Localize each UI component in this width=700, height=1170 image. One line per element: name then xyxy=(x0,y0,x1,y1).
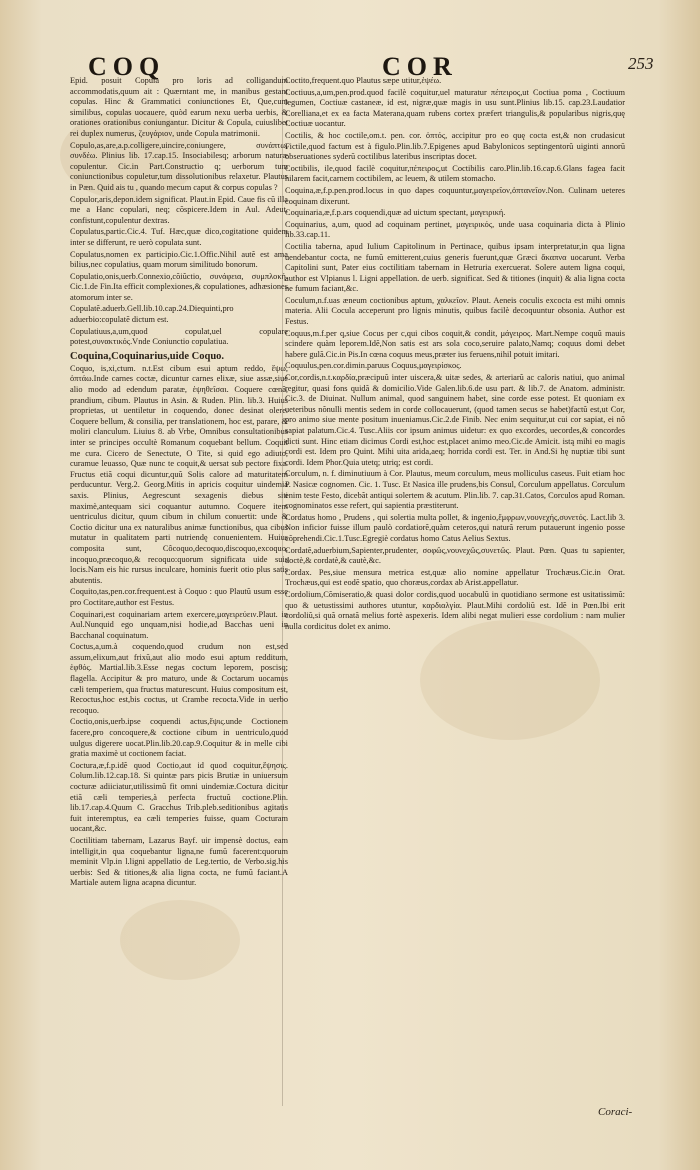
dictionary-entry: Coctiuus,a,um,pen.prod.quod facilè coquitur,uel maturatur πέπειρος,ut Coctiua poma , Coctiuum legumen, Coctiuæ castaneæ, id est, nigræ,quæ magis in usu sunt.Plinius lib.15. cap.23.Laudatior Corelliana,et ex ea facta Materana,quam rubens cortex præfert triangulis,& popularibus nigris,quę Coctiuæ uocantur. xyxy=(285,87,625,129)
dictionary-entry: Copulatus,nomen ex participio.Cic.1.Offic.Nihil autẽ est ama bilius,nec copulatius, quam morum similitudo bonorum. xyxy=(70,249,288,270)
page-number: 253 xyxy=(628,54,654,73)
dictionary-entry: Coculum,n.f.uas æneum coctionibus aptum, χαλκεῖον. Plaut. Aeneis coculis excocta est mihi omnis materia. Alii Cocula acceperunt pro lignis minutis, quibus facilè decoquuntur obsonia. Author est Festus. xyxy=(285,295,625,327)
dictionary-entry: Cordatus homo , Prudens , qui solertia multa pollet, & ingenio,ἔμφρων,νουνεχής,συνετός. Lact.lib 3. Non inficior fuisse illum paulò cordatiorẽ,quàm ceteros,qui naturã rerum putauerunt ingenio posse cõprehendi.Cic.1.Tusc.Egregiè cordatus homo Catus Aelius Sextus. xyxy=(285,512,625,543)
dictionary-entry: Coquo, is,xi,ctum. n.t.Est cibum esui aptum reddo, ἕψω, ὀπτάω.Inde carnes coctæ, dicuntur carnes elixæ, siue assæ,siue alio modo ad edendum paratæ, ἑψηθεῖσαι. Coquere cœnã, prandium, cibum. Plautus in Asin. & Ruden. Plin. lib.3. Huius proprietas, ut uentiletur in coquendo, donec desinat olere. Coquere bellum, & consilia, per translationem, hoc est, parare, & moliri clanculum. Liuius 8. ab Vrbe, Omnibus consultationibus inter se principes occultè Romanum coquebant bellum. Coquit me cura. Cicero de Senectute, O Tite, si quid ego adiuto, curamue leuasso, Quæ nunc te coquit,& uersat sub pectore fixa. Fructus etiã coqui dicuntur,quũ Solis calore ad maturitatem perducuntur. Verg.2. Georg.Mitis in apricis coquitur uindemia saxis. Plinius, Aegrescunt sexagenis diebus siti maximè,antequam sici coquantur autumno. Coquere item uentriculus dicitur, quum cibum in chilum conuertit: unde & Coctio dicitur una ex naturalibus animæ functionibus, qua cibus mutatur in qualitatem parti nutriendę conuenientem. Huius composita sunt, Côcoquo,decoquo,discoquo,excoquo, incoquo,præcoquo,& recoquo:quorum significata uide suis locis.Nam eis hic rursus inculcare, hominis fuerit otio plus satis abutentis. xyxy=(70,363,288,585)
dictionary-entry: Coquinari,est coquinariam artem exercere,μαγειρεύειν.Plaut. in Aul.Nunquid ego unquam,nisi hodie,ad Bacchas ueni in Bacchanal coquinatum. xyxy=(70,609,288,640)
dictionary-entry: Coquito,tas,pen.cor.frequent.est à Coquo : quo Plautũ usum esse pro Coctitare,author est Festus. xyxy=(70,587,288,607)
dictionary-entry: Copulo,as,are,a.p.colligere,uincire,coniungere, συνάπτω, συνδέω. Plinius lib. 17.cap.15. Insociabilesq; arborum naturæ copulentur. Cic.in Part.Constructio q; uerborum tum coniunctionibus copuletur,tum dissolutionibus relaxetur. Plautus in Pæn. Quid ais tu , quando mecum caput & corpus copulas ? xyxy=(70,140,288,192)
dictionary-entry: Cordolium,Cõmiseratio,& quasi dolor cordis,quod uocabulũ in quotidiano sermone est usitatissimũ: quo & uetustissimi authores utuntur, καρδιαλγία. Plaut.Mihi cordoliũ est. Idẽ in Pœn.Ibi erit cordoliũ,si quã ornatã melius fortè aspexeris. Idem alibi negat mulieri esse cordolium : nam mulier nulla cordicitus dolet ex animo. xyxy=(285,589,625,631)
dictionary-entry: Epid. posuit Copula pro loris ad colligandum accommodatis,quum ait : Quærntant me, in manibus gestant copulas. Hinc & Grammatici coniunctiones Et, Que,cum similibus, copulas uocauere, quòd earum nexu uerba uerbis, & orationes orationibus coniungantur. Dicitur & Copula, cuiuslibet rei duplex numerus, ζευγάριον, unde Copula matrimonii. xyxy=(70,76,288,138)
dictionary-entry: Copulatiuus,a,um,quod copulat,uel copulare potest,συνακτικός.Vnde Coniunctio copulatiua. xyxy=(70,326,288,347)
dictionary-entry: Coctura,æ,f.p.idẽ quod Coctio,aut id quod coquitur,ἕψησις. Colum.lib.12.cap.18. Si quintæ pars picis Brutiæ in uniuersum cocturæ adiiciatur,utilissimũ fit omni uindemiæ.Coctura dicitur etiã cæli temperies,à perfecta fructuũ coctione.Plin. lib.17.cap.4.Quum C. Gracchus Trib.pleb.seditionibus agitatis fuit interemptus, ea cæli temperies fuisse, quam Cocturam uocant,&c. xyxy=(70,760,288,834)
catchword: Coraci- xyxy=(598,1106,633,1118)
dictionary-entry: Coctibilis, ile,quod facilè coquitur,πέπειρος,ut Coctibilis caro.Plin.lib.16.cap.6.Glans fagea facit hilarem facit,carnem coctibilem, ac leuem, & utilem stomacho. xyxy=(285,163,625,184)
dictionary-entry: Copulatẽ.aduerb.Gell.lib.10.cap.24.Diequinti,pro aduerbio:copulatẽ dictum est. xyxy=(70,304,234,325)
dictionary-entry: Cordatẽ,aduerbium,Sapienter,prudenter, σοφῶς,νουνεχῶς,συνετῶς. Plaut. Pœn. Quas tu sapienter, doctè,& cordatè,& cautè,&c. xyxy=(285,545,625,566)
dictionary-entry: Coctus,a,um.à coquendo,quod crudum non est,sed assum,elixum,aut frixũ,aut alio modo esui aptum redditum, ἑφθός. Martial.lib.3.Esse negas coctum leporem, poscisq; flagella. Accipitur & pro maturo, unde & Coctarum uocamus cæli temperiem, qua fructus maturescunt. Huius compositum est, Recoctus,hoc est,bis coctus, ut Crambe recocta.Vide in uerbo recoquo. xyxy=(70,642,288,715)
left-column xyxy=(70,76,288,1146)
dictionary-entry: Coctito,frequent.quo Plautus sæpe utitur,ἑψέω. xyxy=(285,76,442,85)
dictionary-entry: Coquina,æ,f.p.pen.prod.locus in quo dapes coquuntur,μαγειρεῖον,ὀπτανεῖον.Non. Culinam ueteres coquinam dixerunt. xyxy=(285,185,625,206)
dictionary-entry: Coquus,m.f.per q,siue Cocus per c,qui cibos coquit,& condit, μάγειρος. Mart.Nempe coquũ mauis scindere quàm leporem.Idẽ,Non satis est ars sola coco,seruire palato,Namq; coquus domi debet habere gulã.Cic.in Pis.In cœna coquus meus,præter ius feruens,nihil potuit imitari. xyxy=(285,328,625,359)
dictionary-entry: Coquinarius, a,um, quod ad coquinam pertinet, μαγειρικός, unde uasa coquinaria dicta à Plinio lib.33.cap.11. xyxy=(285,219,625,240)
dictionary-entry: Coctilis, & hoc coctile,om.t. pen. cor. ὀπτός, accipitur pro eo quę cocta est,& non crudasicut Fictile,quod factum est à figulo.Plin.lib.7.Epigenes apud Babylonicos septingentorũ uiginti annorũ obseruationes syderũ coctilibus lateribus inscriptas docet. xyxy=(285,130,625,162)
running-head-left: COQ xyxy=(88,52,166,81)
dictionary-entry: Cordax. Pes,siue mensura metrica est,quæ alio nomine appellatur Trochæus.Cic.in Orat. Trochæus,qui est eodẽ spatio, quo choræus,cordax ab Arist.appellatur. xyxy=(285,567,625,588)
dictionary-entry: Corculum, n. f. diminutiuum à Cor. Plautus, meum corculum, meus molliculus caseus. Fuit etiam hoc P. Nasicæ cognomen. Cic. 1. Tusc. Et Nasica ille prudens,bis Consul, Corculum appellatus. Corculum enim teste Festo, dicebãt antiqui solertem & acutum. Plin.lib. 7. cap.31.Catos, Corculos apud Roman. cognominatos esse refert, qui sapientia præstiterunt. xyxy=(285,469,625,511)
dictionary-entry: Coctilia taberna, apud Iulium Capitolinum in Pertinace, quibus ipsam interpretatur,in qua ligna uendebantur cocta, ne fumũ emitterent,cuius generis fuerunt,quæ Græci ἄκαπνα uocarunt. Verba Capitolini sunt, Pater eius coctilitiam tabernam in Hetruria exercuerat. Solere autem ligna coqui, author est Vlpianus l. Ligni appellation. de uerb. significat. Sed & titiones (inquit) & alia ligna cocta ne fumum faciant,&c. xyxy=(285,241,625,294)
section-heading: Coquina,Coquinarius,uide Coquo. xyxy=(70,350,225,362)
dictionary-entry: Coquulus,pen.cor.dimin.paruus Coquus,μαγειρίσκος. xyxy=(285,361,462,371)
dictionary-entry: Copulatus,partic.Cic.4. Tuf. Hæc,quæ dico,cogitatione quidem inter se differunt, re uerò copulata sunt. xyxy=(70,227,288,247)
dictionary-entry: Coctio,onis,uerb.ipse coquendi actus,ἕψις.unde Coctionem facere,pro concoquere,& coctione cibum in uentriculo,quod uulgus digerere uocat.Plin.lib.20.cap.9.Coquitur & in melle cibi gratia maximè ut coctionem faciat. xyxy=(70,717,288,759)
dictionary-entry: Coquinaria,æ,f.p.ars coquendi,quæ ad uictum spectant, μαγειρική. xyxy=(285,208,506,218)
dictionary-entry: Cor,cordis,n.t.καρδία,præcipuũ inter uiscera,& uitæ sedes, & arteriarũ ac caloris natiui, quo animal regitur, quasi fons quidã & domicilio.Vide Galen.lib.6.de usu part. & lib.7. de Anatom. administr. Cic.3. de Diuinat. Nullum animal, quod sanguinem habet, sine corde esse potest. Et quoniam ex ueteribus nõnulli mentis sedem in corde collocauerunt, (quod tamen secus se habet)factũ est,ut Cor, pro animo siue mente positum inueniamus.Cic.2.de Finib. Nec enim sequitur,ut cui cor sapiat, ei nõ sapiat palatum.Cic.4. Tusc.Aliis cor ipsum animus uidetur: ex quo excordes, uecordes,& concordes dicti sunt. Hinc etiam dicimus Cordi est,hoc est,placet animo meo.Cic.de Amicit. istą mihi eo magis cordi est. Idem pro Quint. Mihi uita arida,aeq; horrida cordi est. Ter. in And.Si hę nuptiæ tibi sunt cordi. Idem Phor.Quia utetq; utriq; est cordi. xyxy=(285,373,625,467)
dictionary-entry: Coctilitiam tabernam, Lazarus Bayf. uir impensè doctus, eam intelligit,in qua coquebantur ligna,ne fumũ facerent:quorum meminit Vlp.in l.ligni appellatio de Leg.tertio, de Verbo.sig.his uerbis: Sed & titiones,& alia ligna cocta, ne fumũ faciant.A Martiale autem ligna acapna dicuntur. xyxy=(70,835,288,888)
dictionary-entry: Copulor,aris,depon.idem significat. Plaut.in Epid. Caue fis cũ illa me a Hanc copulari, neq; cõspicere.Idem in Aul. Adeut, confistunt,copulentur dextras. xyxy=(70,194,288,225)
right-column xyxy=(285,76,625,1146)
dictionary-entry: Copulatio,onis,uerb.Connexio,cõiũctio, συνάφεια, συμπλοκή. Cic.1.de Fin.Ita efficit complexiones,& copulationes, adhæsiones atomorum inter se. xyxy=(70,271,288,302)
running-head-right: COR xyxy=(382,52,458,81)
